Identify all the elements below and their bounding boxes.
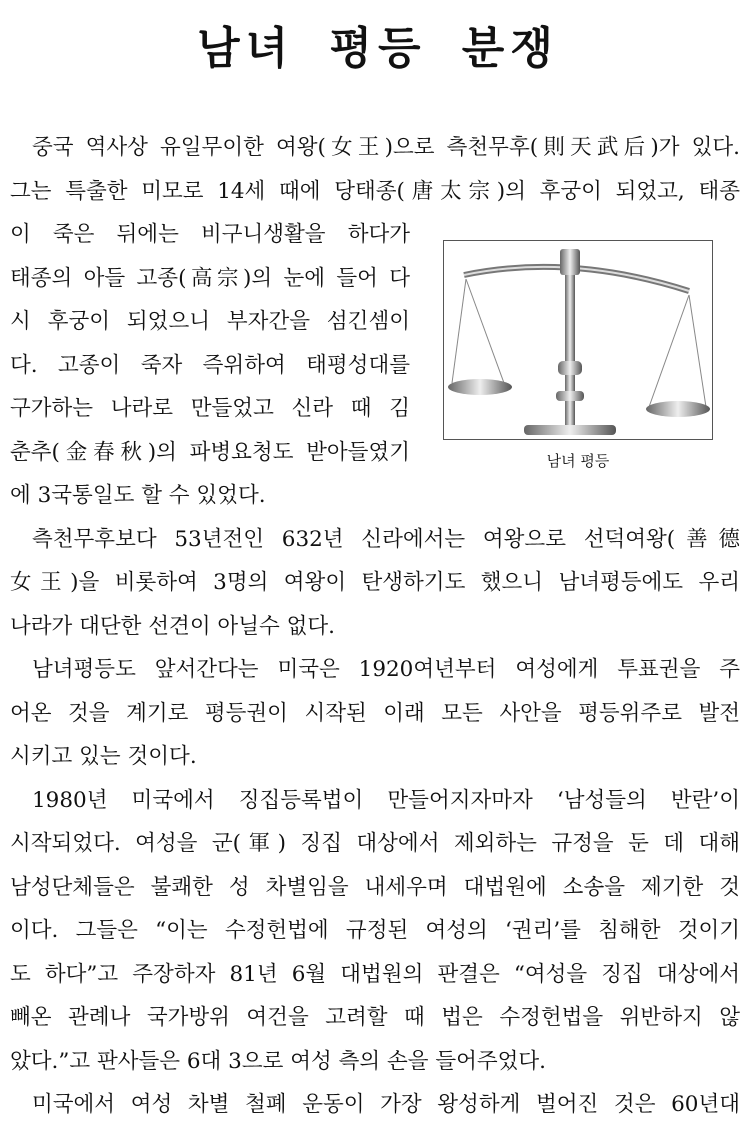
text-line: 나라가 대단한 선견이 아닐수 없다. bbox=[10, 613, 335, 639]
text-line: 시작되었다. 여성을 군(軍) 징집 대상에서 제외하는 규정을 둔 데 대해 bbox=[10, 831, 740, 856]
text-line: 남녀평등도 앞서간다는 미국은 1920여년부터 여성에게 투표권을 주 bbox=[32, 657, 740, 682]
text-line: 시키고 있는 것이다. bbox=[10, 744, 197, 769]
text-line: 다. 고종이 죽자 즉위하여 태평성대를 bbox=[10, 352, 410, 378]
text-line: 女王)을 비롯하여 3명의 여왕이 탄생하기도 했으니 남녀평등에도 우리 bbox=[10, 570, 740, 595]
text-line: 어온 것을 계기로 평등권이 시작된 이래 모든 사안을 평등위주로 발전 bbox=[10, 700, 740, 726]
text-line: 그는 특출한 미모로 14세 때에 당태종(唐太宗)의 후궁이 되었고, 태종 bbox=[10, 178, 740, 204]
text-line: 춘추(金春秋)의 파병요청도 받아들였기 bbox=[10, 439, 410, 465]
text-line: 측천무후보다 53년전인 632년 신라에서는 여왕으로 선덕여왕(善德 bbox=[32, 526, 740, 552]
text-line: 에 3국통일도 할 수 있었다. bbox=[10, 483, 266, 508]
text-line: 구가하는 나라로 만들었고 신라 때 김 bbox=[10, 396, 410, 421]
text-line: 이다. 그들은 “이는 수정헌법에 규정된 여성의 ‘권리’를 침해한 것이기 bbox=[10, 918, 740, 943]
text-line: 미국에서 여성 차별 철폐 운동이 가장 왕성하게 벌어진 것은 60년대 bbox=[32, 1092, 740, 1117]
text-line: 이 죽은 뒤에는 비구니생활을 하다가 bbox=[10, 222, 410, 247]
text-line: 태종의 아들 고종(高宗)의 눈에 들어 다 bbox=[10, 265, 410, 291]
text-line: 중국 역사상 유일무이한 여왕(女王)으로 측천무후(則天武后)가 있다. bbox=[32, 135, 740, 160]
text-line: 도 하다”고 주장하자 81년 6월 대법원의 판결은 “여성을 징집 대상에서 bbox=[10, 961, 740, 987]
text-line: 시 후궁이 되었으니 부자간을 섬긴셈이 bbox=[10, 309, 410, 334]
balance-scale-icon bbox=[444, 241, 712, 439]
text-line: 1980년 미국에서 징집등록법이 만들어지자마자 ‘남성들의 반란’이 bbox=[32, 787, 740, 813]
figure-image bbox=[443, 240, 713, 440]
text-line: 빼온 관례나 국가방위 여건을 고려할 때 법은 수정헌법을 위반하지 않 bbox=[10, 1005, 740, 1030]
figure-caption: 남녀 평등 bbox=[546, 452, 610, 470]
text-line: 았다.”고 판사들은 6대 3으로 여성 측의 손을 들어주었다. bbox=[10, 1048, 547, 1074]
page-title: 남녀 평등 분쟁 bbox=[197, 23, 559, 74]
text-line: 남성단체들은 불쾌한 성 차별임을 내세우며 대법원에 소송을 제기한 것 bbox=[10, 874, 740, 900]
